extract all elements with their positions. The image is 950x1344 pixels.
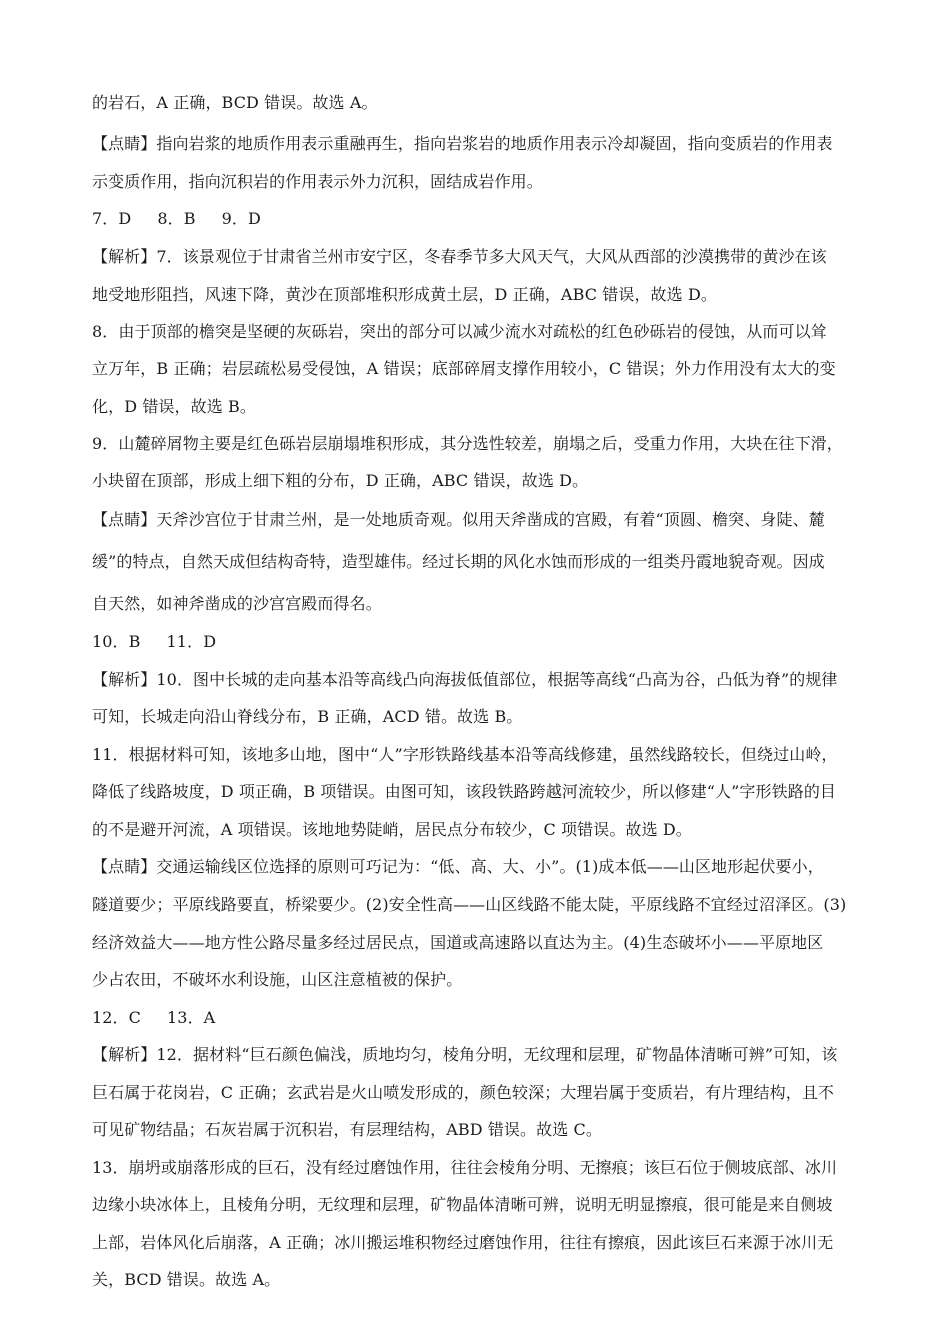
text-line: 巨石属于花岗岩，C 正确；玄武岩是火山喷发形成的，颜色较深；大理岩属于变质岩，有片理结构，且不: [92, 1083, 835, 1102]
answer-13: 13．A: [167, 1008, 216, 1027]
answer-10: 10．B: [92, 632, 141, 651]
text-line: 11．根据材料可知，该地多山地，图中“人”字形铁路线基本沿等高线修建，虽然线路较长，但绕过山岭，: [92, 745, 838, 764]
text-line: 关，BCD 错误。故选 A。: [92, 1270, 281, 1289]
text-line: 【点睛】天斧沙宫位于甘肃兰州，是一处地质奇观。似用天斧凿成的宫殿，有着“顶圆、檐突、身陡、麓: [92, 510, 825, 529]
text-line: 【解析】10．图中长城的走向基本沿等高线凸向海拔低值部位，根据等高线“凸高为谷，凸低为脊”的规律: [92, 670, 838, 689]
text-line: 可知，长城走向沿山脊线分布，B 正确，ACD 错。故选 B。: [92, 707, 523, 726]
text-line: 自天然，如神斧凿成的沙宫宫殿而得名。: [92, 594, 382, 613]
text-line: 少占农田，不破坏水利设施，山区注意植被的保护。: [92, 970, 463, 989]
answer-12: 12．C: [92, 1008, 142, 1027]
text-line: 地受地形阻挡，风速下降，黄沙在顶部堆积形成黄土层，D 正确，ABC 错误，故选 D。: [92, 285, 717, 304]
text-line: 经济效益大——地方性公路尽量多经过居民点，国道或高速路以直达为主。(4)生态破坏小——平原地区: [92, 933, 824, 952]
text-line: 的岩石，A 正确，BCD 错误。故选 A。: [92, 93, 378, 112]
text-line: 【解析】7．该景观位于甘肃省兰州市安宁区，冬春季节多大风天气，大风从西部的沙漠携带的黄沙在该: [92, 247, 827, 266]
text-line: 【解析】12．据材料“巨石颜色偏浅，质地均匀，棱角分明，无纹理和层理，矿物晶体清晰可辨”可知，该: [92, 1045, 838, 1064]
text-line: 【点睛】指向岩浆的地质作用表示重融再生，指向岩浆岩的地质作用表示冷却凝固，指向变质岩的作用表: [92, 134, 833, 153]
text-line: 13．崩坍或崩落形成的巨石，没有经过磨蚀作用，往往会棱角分明、无擦痕；该巨石位于侧坡底部、冰川: [92, 1158, 838, 1177]
text-line: 示变质作用，指向沉积岩的作用表示外力沉积，固结成岩作用。: [92, 172, 543, 191]
text-line: 8．由于顶部的檐突是坚硬的灰砾岩，突出的部分可以减少流水对疏松的红色砂砾岩的侵蚀，从而可以耸: [92, 322, 827, 341]
answer-line: [92, 630, 860, 654]
text-line: 9．山麓碎屑物主要是红色砾岩层崩塌堆积形成，其分选性较差，崩塌之后，受重力作用，大块在往下滑，: [92, 434, 843, 453]
text-line: 边缘小块冰体上，且棱角分明，无纹理和层理，矿物晶体清晰可辨，说明无明显擦痕，很可能是来自侧坡: [92, 1195, 833, 1214]
answer-line: [92, 207, 860, 231]
answer-9: 9．D: [221, 209, 261, 228]
text-line: 可见矿物结晶；石灰岩属于沉积岩，有层理结构，ABD 错误。故选 C。: [92, 1120, 602, 1139]
answer-7: 7．D: [92, 209, 132, 228]
text-line: 立万年，B 正确；岩层疏松易受侵蚀，A 错误；底部碎屑支撑作用较小，C 错误；外力作用没有太大的变: [92, 359, 836, 378]
text-line: 化，D 错误，故选 B。: [92, 397, 256, 416]
answer-8: 8．B: [157, 209, 196, 228]
answer-line: [92, 1006, 860, 1030]
text-line: 的不是避开河流，A 项错误。该地地势陡峭，居民点分布较少，C 项错误。故选 D。: [92, 820, 692, 839]
answer-11: 11．D: [166, 632, 217, 651]
text-line: 小块留在顶部，形成上细下粗的分布，D 正确，ABC 错误，故选 D。: [92, 471, 589, 490]
text-line: 缓”的特点，自然天成但结构奇特，造型雄伟。经过长期的风化水蚀而形成的一组类丹霞地貌奇观。因成: [92, 552, 825, 571]
text-line: 降低了线路坡度，D 项正确，B 项错误。由图可知，该段铁路跨越河流较少，所以修建“人”字形铁路的目: [92, 782, 837, 801]
text-line: 【点睛】交通运输线区位选择的原则可巧记为：“低、高、大、小”。(1)成本低——山区地形起伏要小，: [92, 857, 824, 876]
text-line: 上部，岩体风化后崩落，A 正确；冰川搬运堆积物经过磨蚀作用，往往有擦痕，因此该巨石来源于冰川无: [92, 1233, 834, 1252]
text-line: 隧道要少；平原线路要直，桥梁要少。(2)安全性高——山区线路不能太陡，平原线路不宜经过沼泽区。(3): [92, 895, 847, 914]
